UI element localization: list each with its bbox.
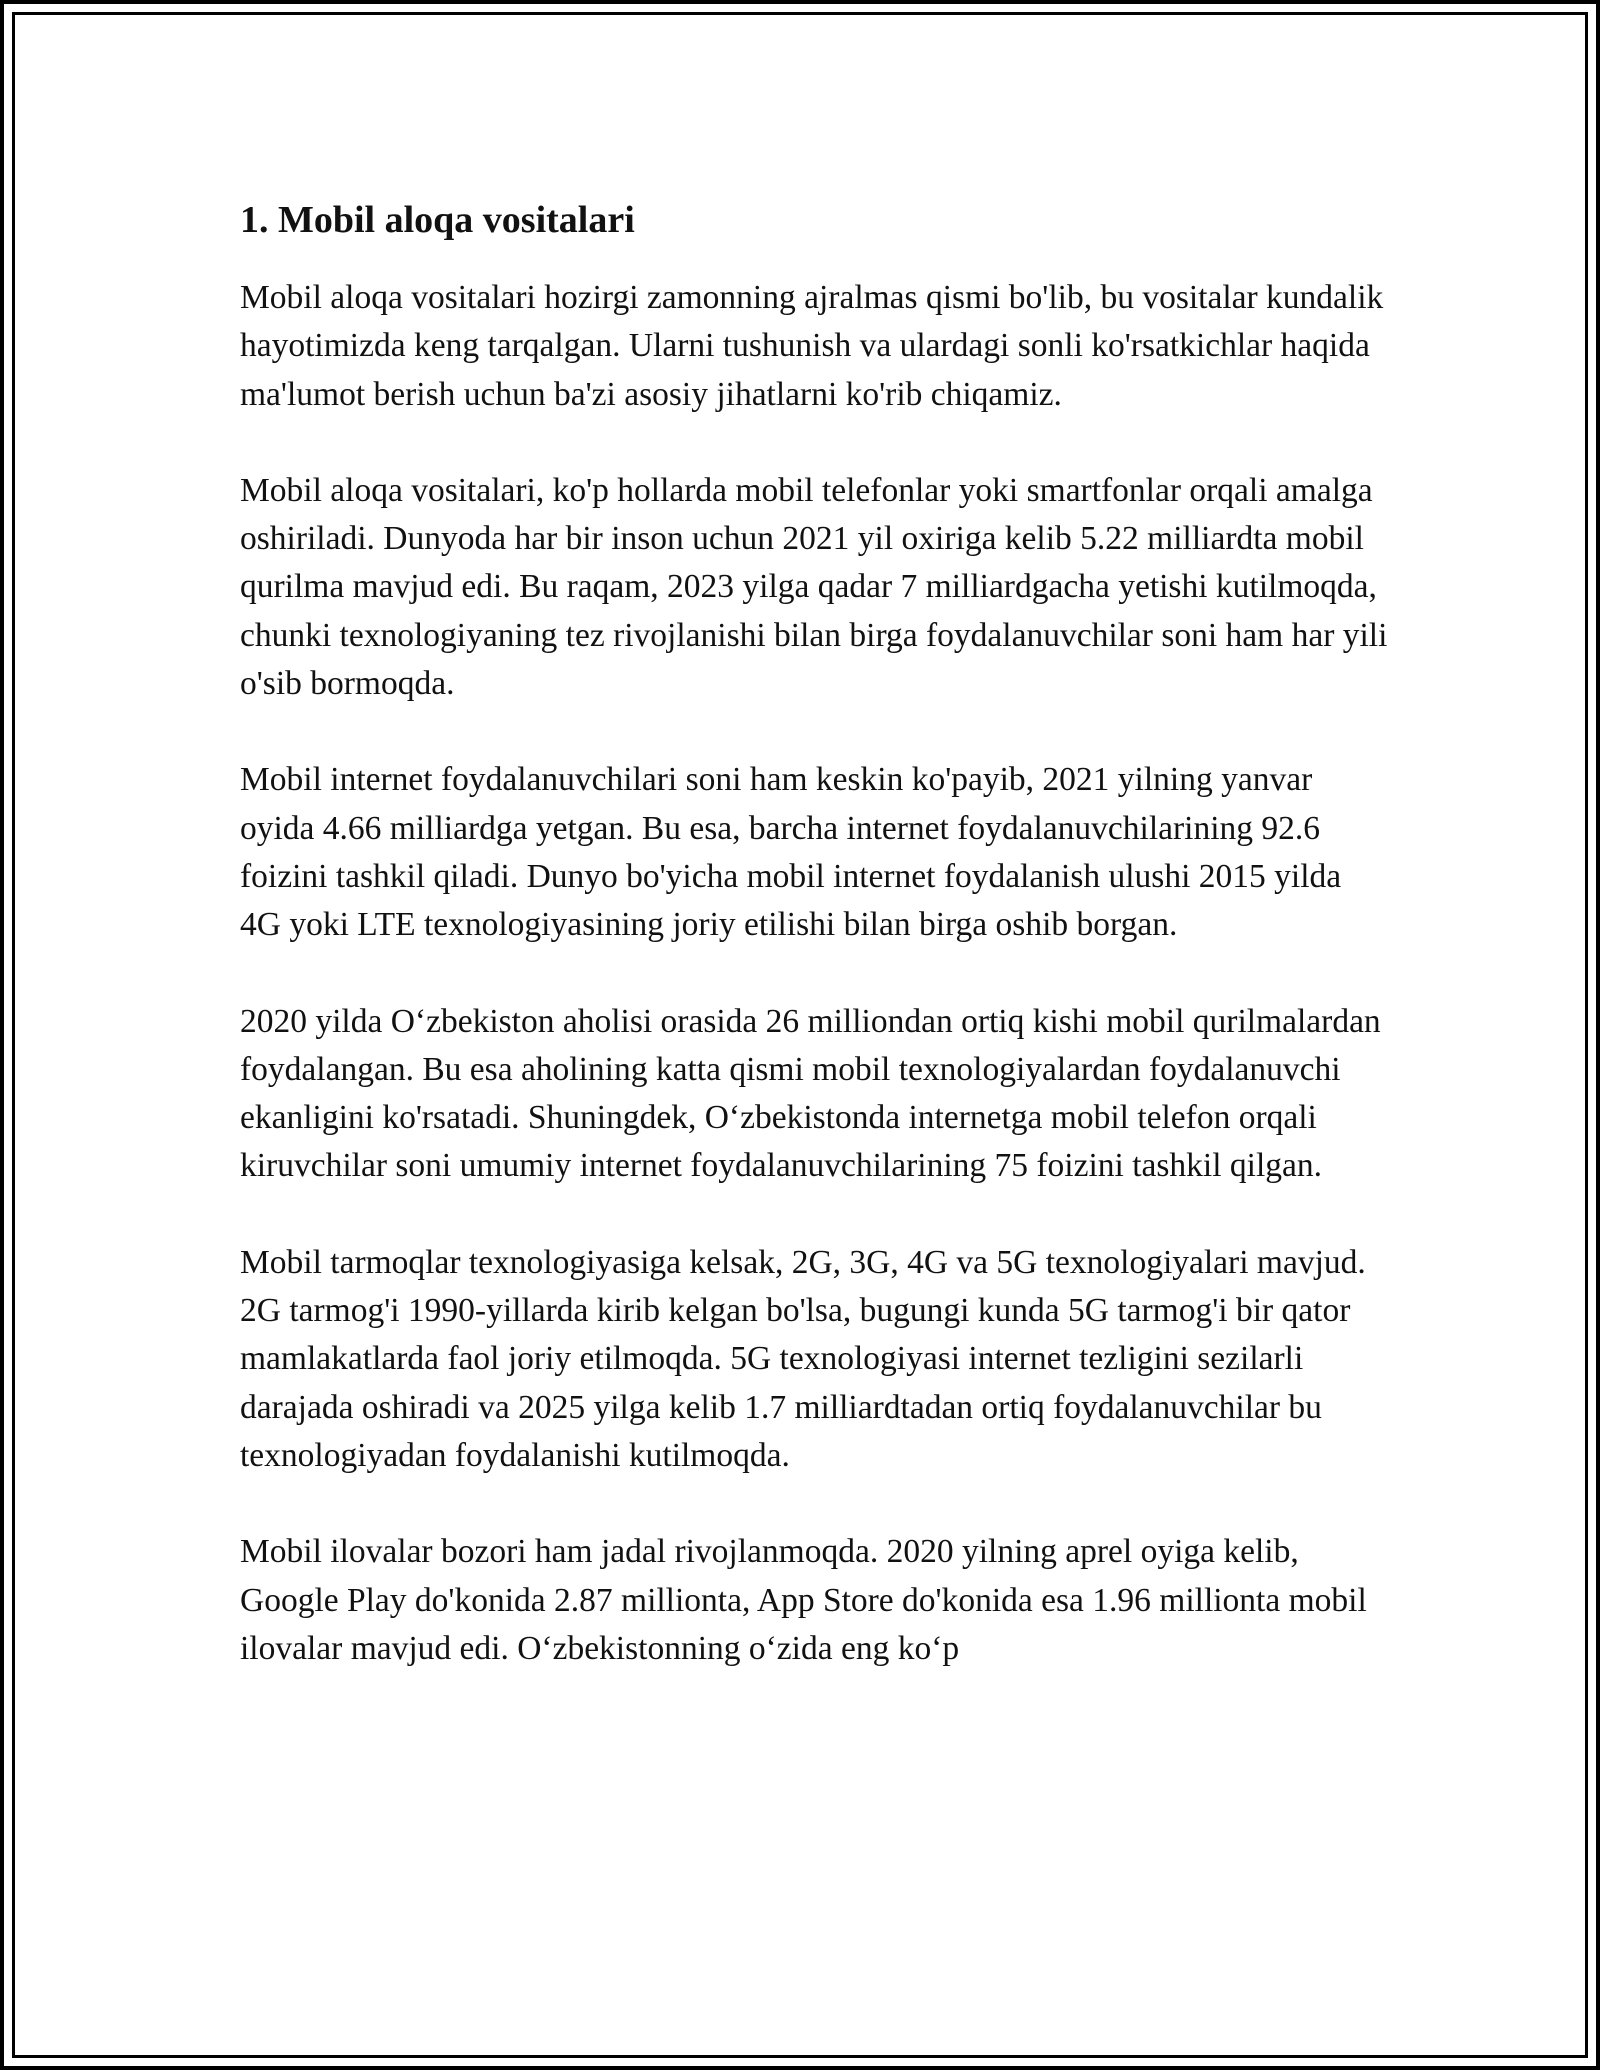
paragraph-5: Mobil tarmoqlar texnologiyasiga kelsak, 2G, 3G, 4G va 5G texnologiyalari mavjud. 2G tarmog'i 1990-yillarda kirib kelgan bo'lsa, bugungi kunda 5G tarmog'i bir qator mamlakatlarda faol joriy etilmoqda. 5G texnologiyasi internet tezligini sezilarli darajada oshiradi va 2025 yilga kelib 1.7 milliardtadan ortiq foydalanuvchilar bu texnologiyadan foydalanishi kutilmoqda. — [240, 1243, 1366, 1474]
paragraph-2: Mobil aloqa vositalari, ko'p hollarda mobil telefonlar yoki smartfonlar orqali amalga oshiriladi. Dunyoda har bir inson uchun 2021 yil oxiriga kelib 5.22 milliardta mobil qurilma mavjud edi. Bu raqam, 2023 yilga qadar 7 milliardgacha yetishi kutilmoqda, chunki texnologiyaning tez rivojlanishi bilan birga foydalanuvchilar soni ham har yili o'sib bormoqda. — [240, 471, 1388, 703]
document-content — [240, 190, 1390, 1721]
section-heading: 1. Mobil aloqa vositalari — [240, 199, 635, 241]
paragraph-1: Mobil aloqa vositalari hozirgi zamonning ajralmas qismi bo'lib, bu vositalar kundalik hayotimizda keng tarqalgan. Ularni tushunish va ulardagi sonli ko'rsatkichlar haqida ma'lumot berish uchun ba'zi asosiy jihatlarni ko'rib chiqamiz. — [240, 279, 1384, 413]
paragraph-3: Mobil internet foydalanuvchilari soni ham keskin ko'payib, 2021 yilning yanvar oyida 4.66 milliardga yetgan. Bu esa, barcha internet foydalanuvchilarining 92.6 foizini tashkil qiladi. Dunyo bo'yicha mobil internet foydalanish ulushi 2015 yilda 4G yoki LTE texnologiyasining joriy etilishi bilan birga oshib borgan. — [240, 761, 1342, 944]
paragraph-4: 2020 yilda O‘zbekiston aholisi orasida 26 milliondan ortiq kishi mobil qurilmalardan foydalangan. Bu esa aholining katta qismi mobil texnologiyalardan foydalanuvchi ekanligini ko'rsatadi. Shuningdek, O‘zbekistonda internetga mobil telefon orqali kiruvchilar soni umumiy internet foydalanuvchilarining 75 foizini tashkil qilgan. — [240, 1002, 1381, 1185]
paragraph-6: Mobil ilovalar bozori ham jadal rivojlanmoqda. 2020 yilning aprel oyiga kelib, Google Play do'konida 2.87 millionta, App Store do'konida esa 1.96 millionta mobil ilovalar mavjud edi. O‘zbekistonning o‘zida eng ko‘p — [240, 1533, 1367, 1667]
